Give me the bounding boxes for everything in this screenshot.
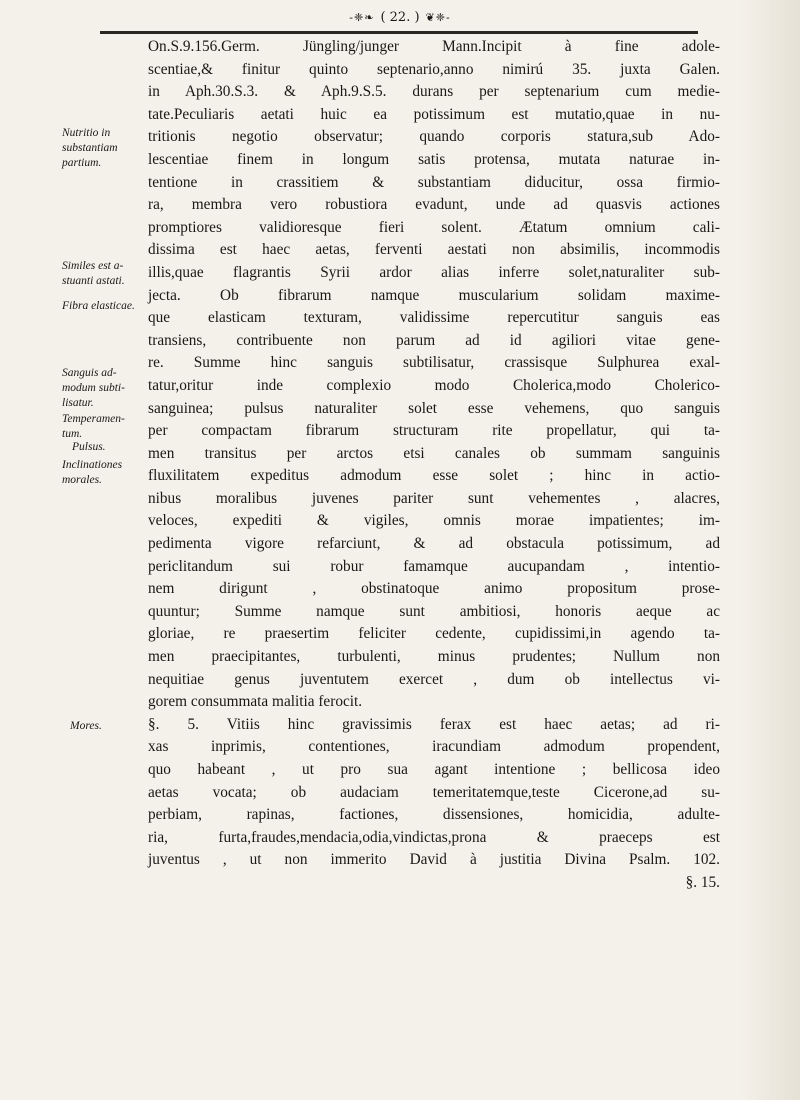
text-line: ria, furta,fraudes,mendacia,odia,vindictas,prona & praeceps est [148, 828, 720, 846]
ornament-left: -❈❧ [349, 10, 375, 24]
text-line: tentione in crassitiem & substantiam diducitur, ossa firmio- [148, 173, 720, 191]
text-line: que elasticam texturam, validissime repercutitur sanguis eas [148, 309, 720, 327]
text-line: jecta. Ob fibrarum namque muscularium solidam maxime- [148, 286, 720, 304]
text-line: perbiam, rapinas, factiones, dissensiones, homicidia, adulte- [148, 806, 720, 824]
margin-note: Similes est a- stuanti astati. [62, 260, 125, 287]
text-line: lescentiae finem in longum satis protensa, mutata naturae in- [148, 150, 720, 168]
ornament-right: ❦❈- [425, 10, 451, 24]
text-line: promptiores validioresque fieri solent. Ætatum omnium cali- [148, 218, 720, 236]
text-line: sanguinea; pulsus naturaliter solet esse vehemens, quo sanguis [148, 399, 720, 417]
text-line: ra, membra vero robustiora evadunt, unde ad quasvis actiones [148, 196, 720, 214]
text-line: fluxilitatem expeditus admodum esse solet ; hinc in actio- [148, 467, 720, 485]
margin-note: Inclinationes morales. [62, 459, 123, 486]
text-line: tritionis negotio observatur; quando corporis statura,sub Ado- [148, 128, 720, 146]
text-line: dissima est haec aetas, ferventi aestati non absimilis, incommodis [148, 241, 720, 259]
page-header [0, 2, 800, 32]
page-edge-shadow [740, 0, 800, 1100]
text-line: transiens, contribuente non parum ad id agiliori vitae gene- [148, 331, 720, 349]
margin-note: Mores. [70, 720, 102, 732]
text-line: quo habeant , ut pro sua agant intentione ; bellicosa ideo [148, 761, 720, 778]
header-rule [100, 31, 698, 34]
text-line: pedimenta vigore refarciunt, & ad obstacula potissimum, ad [148, 535, 720, 553]
catchword: §. 15. [685, 873, 720, 891]
margin-notes [0, 0, 135, 1100]
text-line: per compactam fibrarum structuram rite propellatur, qui ta- [148, 422, 720, 440]
text-line: in Aph.30.S.3. & Aph.9.S.5. durans per septenarium cum medie- [148, 83, 720, 101]
text-line: gloriae, re praesertim feliciter cedente, cupidissimi,in agendo ta- [148, 625, 720, 643]
text-line: men transitus per arctos etsi canales ob summam sanguinis [148, 444, 720, 462]
text-line: gorem consummata malitia ferocit. [148, 693, 363, 711]
text-line: tate.Peculiaris aetati huic ea potissimum est mutatio,quae in nu- [148, 105, 720, 123]
margin-note: Sanguis ad- modum subti- lisatur. [62, 367, 125, 409]
text-line: On.S.9.156.Germ. Jüngling/junger Mann.Incipit à fine adole- [148, 38, 720, 55]
text-line: nequitiae genus juventutem exercet , dum ob intellectus vi- [148, 670, 720, 688]
text-line: men praecipitantes, turbulenti, minus prudentes; Nullum non [148, 648, 720, 666]
margin-note: Temperamen- tum. [62, 413, 125, 440]
text-line: juventus , ut non immerito David à justitia Divina Psalm. 102. [148, 851, 720, 869]
text-line: periclitandum sui robur famamque aucupandam , intentio- [148, 557, 720, 575]
text-line: nem dirigunt , obstinatoque animo propositum prose- [148, 580, 720, 598]
text-line: nibus moralibus juvenes pariter sunt vehementes , alacres, [148, 489, 720, 507]
text-line: re. Summe hinc sanguis subtilisatur, crassisque Sulphurea exal- [148, 354, 720, 372]
margin-note: Fibra elasticae. [62, 300, 135, 312]
page-number: ( 22. ) [380, 9, 420, 25]
text-line: veloces, expediti & vigiles, omnis morae impatientes; im- [148, 512, 720, 530]
text-line: illis,quae flagrantis Syrii ardor alias inferre solet,naturaliter sub- [148, 263, 720, 281]
text-line: scentiae,& finitur quinto septenario,anno nimirú 35. juxta Galen. [148, 60, 720, 78]
margin-note: Pulsus. [72, 441, 106, 453]
text-line: xas inprimis, contentiones, iracundiam admodum propendent, [148, 738, 720, 756]
main-text [148, 36, 720, 895]
text-line: tatur,oritur inde complexio modo Cholerica,modo Cholerico- [148, 376, 720, 394]
text-line: §. 5. Vitiis hinc gravissimis ferax est haec aetas; ad ri- [148, 715, 720, 733]
text-line: aetas vocata; ob audaciam temeritatemque,teste Cicerone,ad su- [148, 783, 720, 801]
text-line: quuntur; Summe namque sunt ambitiosi, honoris aeque ac [148, 602, 720, 620]
margin-note: Nutritio in substantiam partium. [62, 127, 118, 169]
